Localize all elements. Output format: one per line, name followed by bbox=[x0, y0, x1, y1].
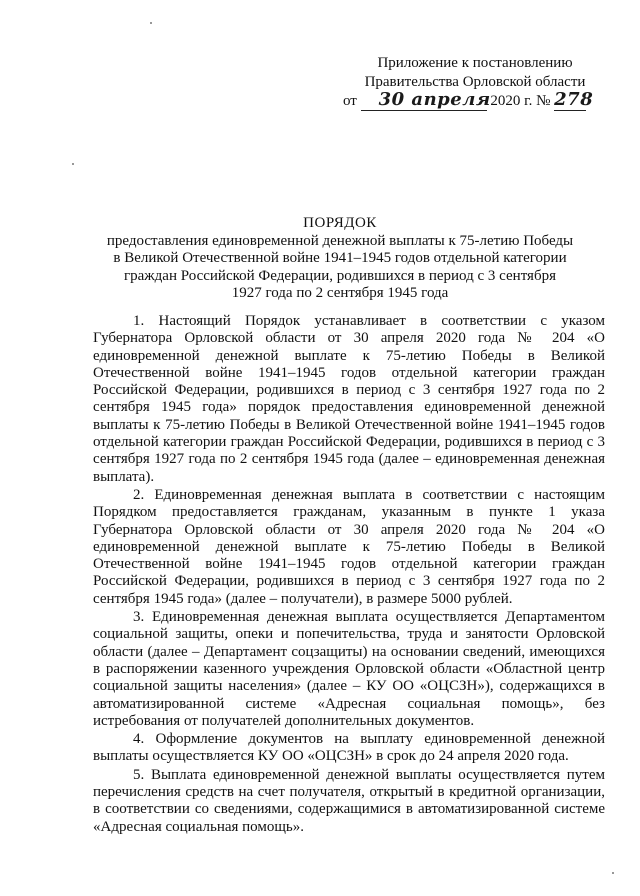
number-field bbox=[554, 89, 594, 111]
appendix-header bbox=[340, 54, 610, 92]
document-heading: ПОРЯДОК bbox=[303, 215, 377, 231]
title-line-1: предоставления единовременной денежной выплаты к 75-летию Победы bbox=[106, 232, 574, 249]
date-prefix: от bbox=[343, 93, 357, 109]
paragraph-3: 3. Единовременная денежная выплата осуществляется Департаментом социальной защиты, опеки и попечительства, труда и занятости Орловской области (далее – Департамент соцзащиты) на основании сведений, имеющихся в распоряжении казенного учреждения Орловской области «Областной центр социальной защиты населения» (далее – КУ ОО «ОЦСЗН»), содержащихся в автоматизированной системе «Адресная социальная помощь», без истребования от получателей дополнительных документов. bbox=[93, 609, 605, 729]
paragraph-4: 4. Оформление документов на выплату единовременной денежной выплаты осуществляется КУ ОО «ОЦСЗН» в срок до 24 апреля 2020 года. bbox=[93, 731, 605, 765]
appendix-line-2: Правительства Орловской области bbox=[364, 74, 586, 90]
title-line-4: 1927 года по 2 сентября 1945 года bbox=[231, 285, 449, 301]
appendix-line-1: Приложение к постановлению bbox=[377, 55, 573, 71]
appendix-date-line bbox=[343, 90, 613, 112]
title-line-2: в Великой Отечественной войне 1941–1945 годов отдельной категории bbox=[113, 250, 567, 266]
handwritten-date: 30 апреля bbox=[378, 89, 491, 110]
scan-speck bbox=[612, 872, 614, 874]
handwritten-number: 278 bbox=[554, 89, 594, 110]
year-text: 2020 г. № bbox=[490, 93, 551, 109]
paragraph-2: 2. Единовременная денежная выплата в соответствии с настоящим Порядком предоставляется гражданам, указанным в пункте 1 указа Губернатора Орловской области от 30 апреля 2020 года № 204 «О единовременной денежной выплате к 75-летию Победы в Великой Отечественной войне 1941–1945 годов отдельной категории граждан Российской Федерации, родившихся в период с 3 сентября 1927 года по 2 сентября 1945 года» (далее – получатели), в размере 5000 рублей. bbox=[93, 486, 605, 607]
paragraph-1: 1. Настоящий Порядок устанавливает в соответствии с указом Губернатора Орловской области от 30 апреля 2020 года № 204 «О единовременной денежной выплате к 75-летию Победы в Великой Отечественной войне 1941–1945 годов отдельной категории граждан Российской Федерации, родившихся в период с 3 сентября 1927 года по 2 сентября 1945 года» порядок предоставления единовременной денежной выплаты к 75-летию Победы в Великой Отечественной войне 1941–1945 годов отдельной категории граждан Российской Федерации, родившихся в период с 3 сентября 1927 года по 2 сентября 1945 года (далее – единовременная денежная выплата). bbox=[93, 313, 605, 485]
document-body bbox=[93, 313, 605, 837]
title-line-3: граждан Российской Федерации, родившихся в период с 3 сентября bbox=[124, 267, 556, 284]
paragraph-5: 5. Выплата единовременной денежной выплаты осуществляется путем перечисления средств на счет получателя, открытый в кредитной организации, в соответствии со сведениями, содержащимися в автоматизированной системе «Адресная социальная помощь». bbox=[93, 766, 605, 835]
document-title-block bbox=[60, 215, 620, 303]
scan-speck bbox=[72, 163, 74, 165]
date-field bbox=[361, 89, 491, 111]
scan-speck bbox=[150, 22, 152, 24]
